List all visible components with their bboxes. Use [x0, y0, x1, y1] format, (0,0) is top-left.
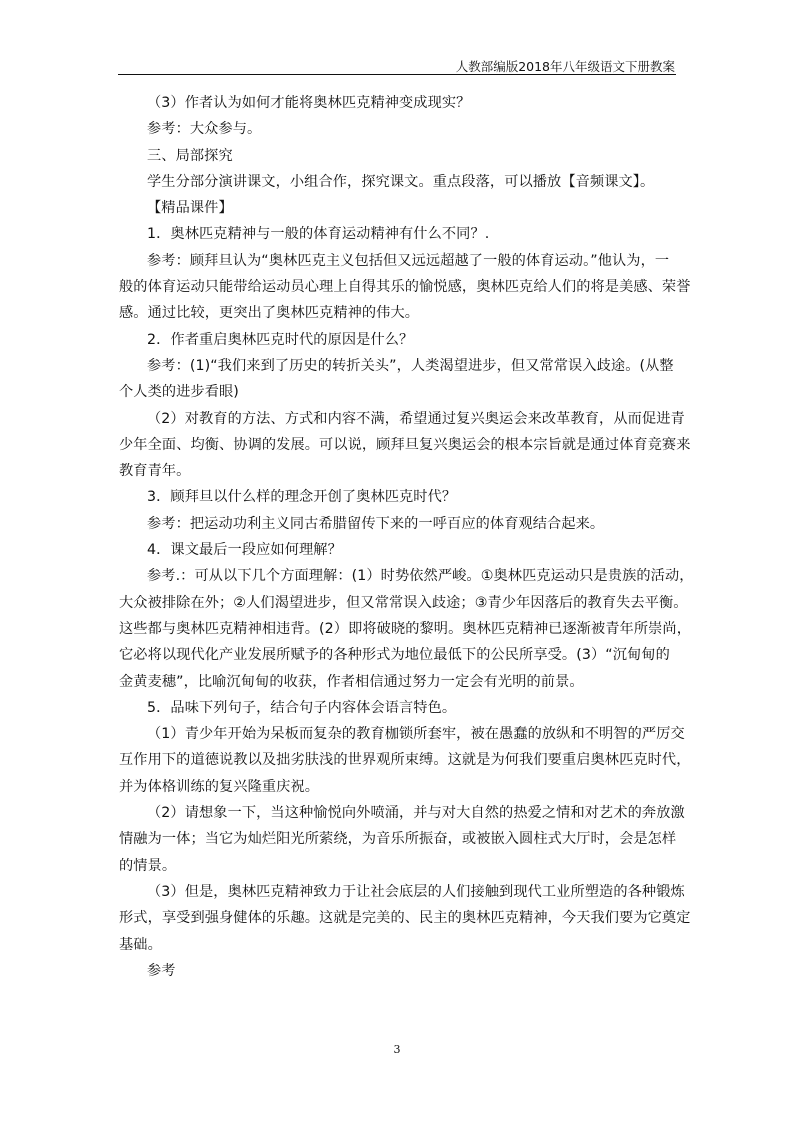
paragraph [119, 406, 691, 485]
text-line: 参考 [147, 962, 176, 979]
paragraph [119, 879, 691, 958]
text-line: 个人类的进步看眼) [119, 384, 239, 401]
text-line: 3．顾拜旦以什么样的理念开创了奥林匹克时代？ [147, 489, 457, 506]
text-line: （3）作者认为如何才能将奥林匹克精神变成现实？ [147, 95, 471, 111]
page-number: 3 [393, 1043, 401, 1056]
paragraph [119, 221, 676, 247]
document-body [119, 90, 694, 984]
paragraph [119, 248, 691, 327]
paragraph [119, 800, 685, 879]
text-line: 参考：把运动功利主义同古希腊留传下来的一呼百应的体育观结合起来。 [147, 515, 605, 532]
text-line: 大众被排除在外；②人们渴望进步，但又常常误入歧途；③青少年因落后的教育失去平衡。 [119, 594, 688, 611]
text-line: 参考.：可从以下几个方面理解：(1）时势依然严峻。①奥林匹克运动只是贵族的活动， [147, 568, 694, 585]
text-line: 的情景。 [119, 857, 177, 874]
paragraph [119, 143, 676, 169]
text-line: 教育青年。 [119, 463, 191, 480]
text-line: 【精品课件】 [147, 200, 233, 217]
paragraph [119, 353, 676, 406]
text-line: 5．品味下列句子，结合句子内容体会语言特色。 [147, 699, 457, 716]
document-header-title: 人教部编版2018年八年级语文下册教案 [455, 59, 675, 74]
text-line: 三、局部探究 [147, 147, 233, 164]
paragraph [119, 695, 676, 721]
paragraph [119, 484, 676, 510]
paragraph [119, 537, 676, 563]
text-line: 金黄麦穗”，比喻沉甸甸的收获，作者相信通过努力一定会有光明的前景。 [119, 673, 584, 690]
paragraph [119, 958, 676, 984]
text-line: 4．课文最后一段应如何理解？ [147, 542, 342, 559]
paragraph [119, 116, 676, 142]
header-divider [118, 74, 676, 75]
paragraph [119, 327, 676, 353]
text-line: 2．作者重启奥林匹克时代的原因是什么？ [147, 331, 414, 348]
paragraph [119, 511, 676, 537]
text-line: 般的体育运动只能带给运动员心理上自得其乐的愉悦感，奥林匹克给人们的将是美感、荣誉 [119, 279, 691, 296]
text-line: 少年全面、均衡、协调的发展。可以说，顾拜旦复兴奥运会的根本宗旨就是通过体育竞赛来 [119, 436, 691, 453]
text-line: 互作用下的道德说教以及拙劣肤浅的世界观所束缚。这就是为何我们要重启奥林匹克时代， [119, 752, 691, 769]
text-line: 参考：(1)“我们来到了历史的转折关头”，人类渴望进步，但又常常误入歧途。(从整 [147, 357, 674, 374]
text-line: （2）请想象一下，当这种愉悦向外喷涌，并与对大自然的热爱之情和对艺术的奔放激 [147, 805, 685, 822]
paragraph [119, 195, 676, 221]
paragraph [119, 721, 691, 800]
text-line: （2）对教育的方法、方式和内容不满，希望通过复兴奥运会来改革教育，从而促进青 [147, 410, 685, 427]
text-line: 参考：顾拜旦认为“奥林匹克主义包括但又远远超越了一般的体育运动。”他认为，一 [147, 252, 670, 269]
text-line: 它必将以现代化产业发展所赋予的各种形式为地位最低下的公民所享受。(3）“沉甸甸的 [119, 647, 670, 664]
text-line: 形式，享受到强身健体的乐趣。这就是完美的、民主的奥林匹克精神，今天我们要为它奠定 [119, 910, 691, 927]
text-line: 参考：大众参与。 [147, 121, 262, 138]
text-line: 并为体格训练的复兴隆重庆祝。 [119, 778, 320, 795]
text-line: 1．奥林匹克精神与一般的体育运动精神有什么不同？. [147, 226, 490, 243]
text-line: 情融为一体；当它为灿烂阳光所萦绕，为音乐所振奋，或被嵌入圆柱式大厅时，会是怎样 [119, 831, 677, 848]
paragraph [119, 90, 676, 116]
paragraph [119, 169, 676, 195]
text-line: 感。通过比较，更突出了奥林匹克精神的伟大。 [119, 305, 420, 322]
text-line: 学生分部分演讲课文，小组合作，探究课文。重点段落，可以播放【音频课文】。 [147, 173, 655, 190]
text-line: 基础。 [119, 936, 162, 953]
text-line: 这些都与奥林匹克精神相违背。(2）即将破晓的黎明。奥林匹克精神已逐渐被青年所崇尚， [119, 620, 691, 637]
text-line: （1）青少年开始为呆板而复杂的教育枷锁所套牢，被在愚蠢的放纵和不明智的严厉交 [147, 726, 685, 743]
text-line: （3）但是，奥林匹克精神致力于让社会底层的人们接触到现代工业所塑造的各种锻炼 [147, 883, 685, 900]
paragraph [119, 563, 694, 694]
